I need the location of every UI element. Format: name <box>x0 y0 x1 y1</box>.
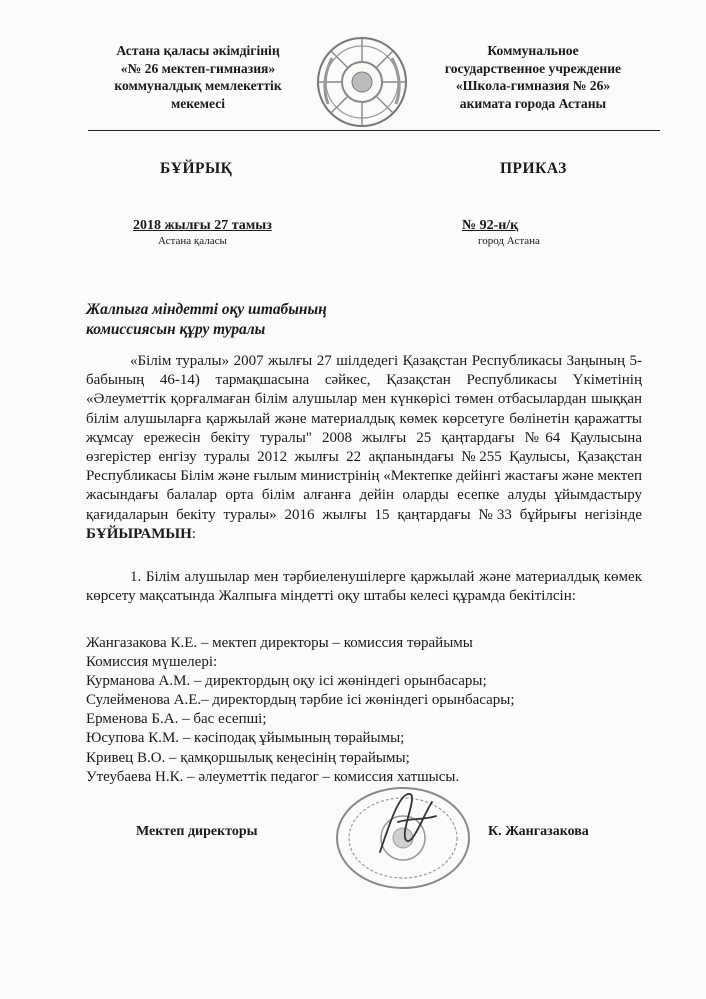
list-item: Жангазакова К.Е. – мектеп директоры – комиссия төрайымы <box>86 635 473 651</box>
list-item: Сулейменова А.Е.– директордың тәрбие ісі жөніндегі орынбасары; <box>86 692 515 709</box>
header-ru-line: Коммунальное <box>487 43 579 58</box>
preamble-paragraph <box>86 352 642 544</box>
doc-subject <box>86 300 446 340</box>
city-kz: Астана қаласы <box>158 235 227 247</box>
header-kz-line: «№ 26 мектеп-гимназия» <box>120 60 276 76</box>
signatory-name: К. Жангазакова <box>488 824 589 839</box>
state-emblem-icon <box>314 34 410 130</box>
order-colon: : <box>191 525 196 542</box>
list-item: Комиссия мүшелері: <box>86 654 218 671</box>
header-ru <box>398 42 668 112</box>
header-ru-line: акимата города Астаны <box>459 95 607 111</box>
subject-line: Жалпыға міндетті оқу штабының <box>86 301 327 318</box>
signatory-title: Мектеп директоры <box>136 824 258 839</box>
header-ru-line: государственное учреждение <box>444 60 622 76</box>
subject-line: комиссиясын құру туралы <box>86 321 266 338</box>
list-item: Ерменова Б.А. – бас есепші; <box>86 711 267 728</box>
handwritten-signature-icon <box>370 782 440 862</box>
header-divider <box>88 130 660 131</box>
doc-date: 2018 жылғы 27 тамыз <box>133 218 272 233</box>
list-item: Юсупова К.М. – кәсіподақ ұйымының төрайымы; <box>86 730 405 747</box>
doc-number: № 92-н/қ <box>462 218 519 233</box>
order-word: БҰЙЫРАМЫН <box>86 525 192 542</box>
header-kz-line: Астана қаласы әкімдігінің <box>116 43 280 58</box>
preamble-text: «Білім туралы» 2007 жылғы 27 шілдедегі Қазақстан Республикасы Заңының 5-бабының 46-14) тармақшасына сәйкес, Қазақстан Республикасы Үкіметінің «Әлеуметтік қорғалмаған білім алушылар мен күнкөрісі төмен отбасылардан шыққан білім алушыларға қаржылай және материалдық көмек көрсетуге бөлінетін қаражатты жұмсау ережесін бекіту туралы" 2008 жылғы 25 қаңтардағы №64 Қаулысына өзгерістер енгізу туралы 2012 жылғы 22 ақпанындағы №255 Қаулысы, Қазақстан Республикасы Білім және ғылым министрінің «Мектепке дейінгі жастағы және мектеп жасындағы балалар орта білім алғанға дейін оларды есепке алуды ұйымдастыру қағидаларын бекіту туралы» 2016 жылғы 15 қаңтардағы №33 бұйрығы негізінде <box>86 353 642 523</box>
doc-title-kz: БҰЙРЫҚ <box>160 160 233 177</box>
city-ru: город Астана <box>478 235 540 247</box>
header-ru-line: «Школа-гимназия № 26» <box>455 78 611 93</box>
members-list <box>86 634 642 787</box>
header-kz-line: коммуналдық мемлекеттік <box>114 78 282 93</box>
header-kz-line: мекемесі <box>170 95 226 111</box>
list-item: Курманова А.М. – директордың оқу ісі жөніндегі орынбасары; <box>86 673 487 690</box>
header-kz <box>82 42 314 112</box>
list-item: Кривец В.О. – қамқоршылық кеңесінің төрайымы; <box>86 749 410 766</box>
list-item: Утеубаева Н.К. – әлеуметтік педагог – комиссия хатшысы. <box>86 768 460 785</box>
order-item-1: 1. Білім алушылар мен тәрбиеленушілерге қаржылай және материалдық көмек көрсету мақсатында Жалпыға міндетті оқу штабы келесі құрамда бекітілсін: <box>86 569 642 605</box>
doc-title-ru: ПРИКАЗ <box>500 160 567 177</box>
